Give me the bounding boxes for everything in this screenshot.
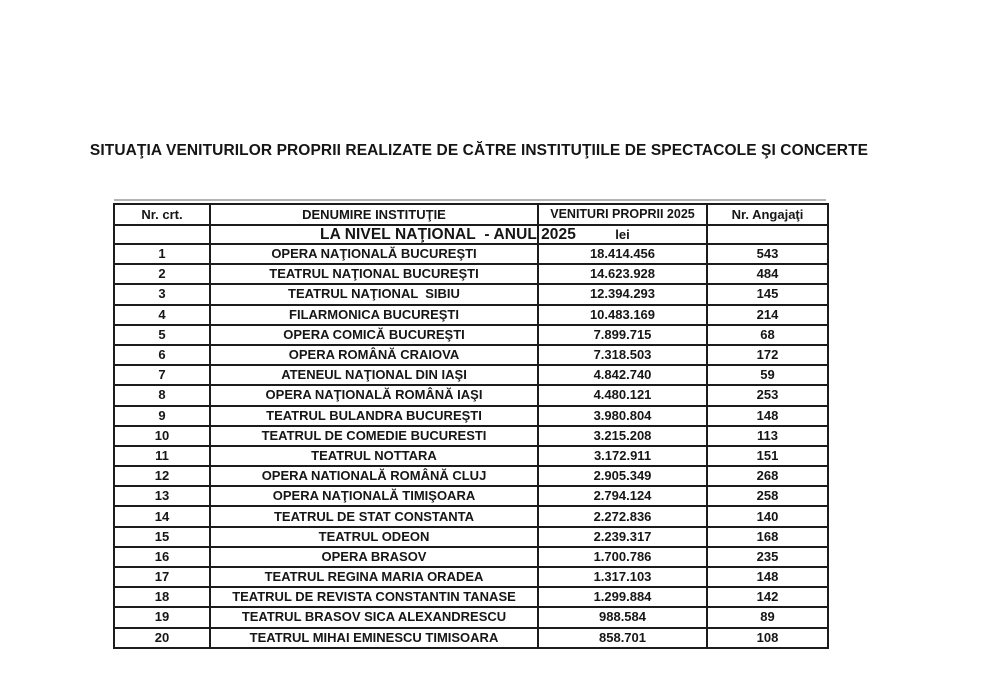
cell-institution: TEATRUL DE STAT CONSTANTA xyxy=(210,506,538,526)
cell-institution: TEATRUL ODEON xyxy=(210,527,538,547)
cell-angajati: 168 xyxy=(707,527,828,547)
cell-angajati: 543 xyxy=(707,244,828,264)
unit-cell-empty-institution xyxy=(210,225,538,244)
cell-venituri: 3.215.208 xyxy=(538,426,707,446)
column-header-venituri: VENITURI PROPRII 2025 xyxy=(538,204,707,225)
table-row xyxy=(114,325,828,345)
cell-nr-crt: 16 xyxy=(114,547,210,567)
cell-nr-crt: 7 xyxy=(114,365,210,385)
table-unit-row xyxy=(114,225,828,244)
cell-angajati: 140 xyxy=(707,506,828,526)
cell-venituri: 4.480.121 xyxy=(538,385,707,405)
cell-angajati: 68 xyxy=(707,325,828,345)
cell-venituri: 14.623.928 xyxy=(538,264,707,284)
cell-nr-crt: 18 xyxy=(114,587,210,607)
cell-institution: FILARMONICA BUCUREŞTI xyxy=(210,305,538,325)
cell-venituri: 2.239.317 xyxy=(538,527,707,547)
table-row xyxy=(114,628,828,648)
table-row xyxy=(114,547,828,567)
cell-nr-crt: 12 xyxy=(114,466,210,486)
cell-institution: TEATRUL NAŢIONAL BUCUREŞTI xyxy=(210,264,538,284)
cell-venituri: 4.842.740 xyxy=(538,365,707,385)
table-row xyxy=(114,244,828,264)
cell-institution: TEATRUL BRASOV SICA ALEXANDRESCU xyxy=(210,607,538,627)
column-header-institution: DENUMIRE INSTITUŢIE xyxy=(210,204,538,225)
title-line-2: LA NIVEL NAŢIONAL - ANUL 2025 xyxy=(320,226,576,243)
title-line-1: SITUAŢIA VENITURILOR PROPRII REALIZATE DE CĂTRE INSTITUŢIILE DE SPECTACOLE ŞI CONCERTE xyxy=(89,142,869,159)
cell-institution: OPERA NAŢIONALĂ BUCUREŞTI xyxy=(210,244,538,264)
table-head xyxy=(114,204,828,244)
table-row xyxy=(114,527,828,547)
cell-nr-crt: 6 xyxy=(114,345,210,365)
cell-angajati: 172 xyxy=(707,345,828,365)
unit-cell-empty-nr xyxy=(114,225,210,244)
table-row xyxy=(114,607,828,627)
cell-nr-crt: 4 xyxy=(114,305,210,325)
cell-nr-crt: 20 xyxy=(114,628,210,648)
scan-artifact-line xyxy=(114,199,826,201)
unit-cell-empty-angajati xyxy=(707,225,828,244)
table-header-row xyxy=(114,204,828,225)
cell-venituri: 18.414.456 xyxy=(538,244,707,264)
cell-venituri: 7.318.503 xyxy=(538,345,707,365)
cell-angajati: 148 xyxy=(707,567,828,587)
cell-nr-crt: 9 xyxy=(114,406,210,426)
cell-institution: OPERA NAŢIONALĂ TIMIŞOARA xyxy=(210,486,538,506)
unit-label: lei xyxy=(538,225,707,244)
cell-angajati: 151 xyxy=(707,446,828,466)
cell-institution: ATENEUL NAŢIONAL DIN IAŞI xyxy=(210,365,538,385)
cell-nr-crt: 2 xyxy=(114,264,210,284)
cell-nr-crt: 19 xyxy=(114,607,210,627)
cell-angajati: 113 xyxy=(707,426,828,446)
cell-angajati: 145 xyxy=(707,284,828,304)
cell-institution: OPERA NAŢIONALĂ ROMÂNĂ IAŞI xyxy=(210,385,538,405)
cell-angajati: 89 xyxy=(707,607,828,627)
cell-nr-crt: 11 xyxy=(114,446,210,466)
cell-venituri: 3.172.911 xyxy=(538,446,707,466)
cell-venituri: 12.394.293 xyxy=(538,284,707,304)
table-row xyxy=(114,264,828,284)
cell-institution: TEATRUL DE COMEDIE BUCURESTI xyxy=(210,426,538,446)
cell-institution: OPERA NATIONALĂ ROMÂNĂ CLUJ xyxy=(210,466,538,486)
cell-venituri: 2.905.349 xyxy=(538,466,707,486)
cell-nr-crt: 1 xyxy=(114,244,210,264)
cell-venituri: 858.701 xyxy=(538,628,707,648)
cell-angajati: 258 xyxy=(707,486,828,506)
cell-institution: OPERA ROMÂNĂ CRAIOVA xyxy=(210,345,538,365)
table-row xyxy=(114,385,828,405)
cell-institution: TEATRUL NOTTARA xyxy=(210,446,538,466)
cell-institution: TEATRUL REGINA MARIA ORADEA xyxy=(210,567,538,587)
cell-venituri: 988.584 xyxy=(538,607,707,627)
table-row xyxy=(114,305,828,325)
cell-angajati: 253 xyxy=(707,385,828,405)
cell-venituri: 2.272.836 xyxy=(538,506,707,526)
cell-angajati: 268 xyxy=(707,466,828,486)
cell-nr-crt: 10 xyxy=(114,426,210,446)
cell-nr-crt: 14 xyxy=(114,506,210,526)
cell-institution: TEATRUL NAŢIONAL SIBIU xyxy=(210,284,538,304)
cell-institution: TEATRUL DE REVISTA CONSTANTIN TANASE xyxy=(210,587,538,607)
table-body xyxy=(114,244,828,648)
table-row xyxy=(114,365,828,385)
table-row xyxy=(114,587,828,607)
column-header-nr-crt: Nr. crt. xyxy=(114,204,210,225)
venituri-proprii-table xyxy=(113,203,829,649)
table-row xyxy=(114,345,828,365)
cell-angajati: 235 xyxy=(707,547,828,567)
cell-nr-crt: 3 xyxy=(114,284,210,304)
cell-institution: OPERA COMICĂ BUCUREŞTI xyxy=(210,325,538,345)
table-row xyxy=(114,406,828,426)
cell-institution: TEATRUL BULANDRA BUCUREŞTI xyxy=(210,406,538,426)
cell-angajati: 59 xyxy=(707,365,828,385)
cell-angajati: 484 xyxy=(707,264,828,284)
cell-institution: OPERA BRASOV xyxy=(210,547,538,567)
cell-nr-crt: 13 xyxy=(114,486,210,506)
table-row xyxy=(114,567,828,587)
cell-institution: TEATRUL MIHAI EMINESCU TIMISOARA xyxy=(210,628,538,648)
table-row xyxy=(114,486,828,506)
table-row xyxy=(114,284,828,304)
cell-venituri: 7.899.715 xyxy=(538,325,707,345)
cell-nr-crt: 5 xyxy=(114,325,210,345)
cell-venituri: 2.794.124 xyxy=(538,486,707,506)
column-header-angajati: Nr. Angajaţi xyxy=(707,204,828,225)
cell-nr-crt: 8 xyxy=(114,385,210,405)
cell-venituri: 10.483.169 xyxy=(538,305,707,325)
cell-venituri: 1.299.884 xyxy=(538,587,707,607)
cell-venituri: 3.980.804 xyxy=(538,406,707,426)
cell-nr-crt: 15 xyxy=(114,527,210,547)
table-row xyxy=(114,446,828,466)
cell-venituri: 1.317.103 xyxy=(538,567,707,587)
table-row xyxy=(114,466,828,486)
cell-angajati: 142 xyxy=(707,587,828,607)
table-row xyxy=(114,426,828,446)
cell-angajati: 108 xyxy=(707,628,828,648)
cell-nr-crt: 17 xyxy=(114,567,210,587)
cell-venituri: 1.700.786 xyxy=(538,547,707,567)
cell-angajati: 148 xyxy=(707,406,828,426)
table-row xyxy=(114,506,828,526)
cell-angajati: 214 xyxy=(707,305,828,325)
